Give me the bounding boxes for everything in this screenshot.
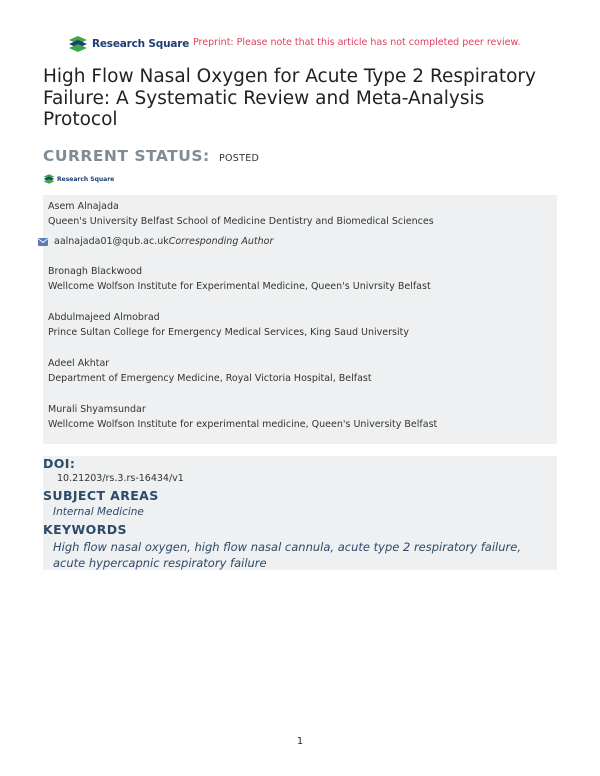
- article-metadata-panel: [43, 456, 557, 570]
- author-affiliation: Wellcome Wolfson Institute for Experimental Medicine, Queen's Univrsity Belfast: [48, 281, 431, 292]
- small-logo-text: Research Square: [57, 175, 115, 183]
- corresponding-email-link[interactable]: aalnajada01@qub.ac.uk: [54, 236, 169, 247]
- status-label: CURRENT STATUS:: [43, 147, 210, 165]
- page-number: 1: [296, 736, 304, 747]
- corresponding-author-label: Corresponding Author: [168, 236, 274, 247]
- author-name: Asem Alnajada: [48, 201, 119, 212]
- author-affiliation: Wellcome Wolfson Institute for experimental medicine, Queen's University Belfast: [48, 419, 438, 430]
- doi-label: DOI:: [43, 456, 76, 471]
- author-affiliation: Department of Emergency Medicine, Royal Victoria Hospital, Belfast: [48, 373, 372, 384]
- subject-area-link[interactable]: Internal Medicine: [53, 506, 144, 518]
- author-affiliation: Prince Sultan College for Emergency Medical Services, King Saud University: [48, 327, 409, 338]
- research-square-small-icon: [43, 174, 55, 184]
- corresponding-author-row: [38, 236, 273, 247]
- author-name: Bronagh Blackwood: [48, 266, 143, 277]
- preprint-notice: Preprint: Please note that this article has not completed peer review.: [193, 37, 521, 48]
- article-title: High Flow Nasal Oxygen for Acute Type 2 Respiratory Failure: A Systematic Review and Meta-Analysis Protocol: [43, 66, 536, 130]
- doi-link[interactable]: 10.21203/rs.3.rs-16434/v1: [57, 473, 184, 484]
- small-research-square-logo: [43, 174, 114, 184]
- author-affiliation: Queen's University Belfast School of Medicine Dentistry and Biomedical Sciences: [48, 216, 434, 227]
- keywords-text: High flow nasal oxygen, high flow nasal cannula, acute type 2 respiratory failure, acute hypercapnic respiratory failure: [53, 540, 521, 570]
- research-square-logo[interactable]: [68, 34, 189, 54]
- author-name: Murali Shyamsundar: [48, 404, 146, 415]
- status-value: POSTED: [219, 153, 260, 164]
- author-name: Abdulmajeed Almobrad: [48, 312, 160, 323]
- research-square-logo-icon: [68, 36, 88, 52]
- subject-areas-label: SUBJECT AREAS: [43, 488, 159, 503]
- author-name: Adeel Akhtar: [48, 358, 110, 369]
- keywords-label: KEYWORDS: [43, 522, 127, 537]
- logo-text: Research Square: [92, 38, 190, 50]
- authors-panel: [43, 195, 557, 444]
- envelope-icon: [38, 238, 48, 246]
